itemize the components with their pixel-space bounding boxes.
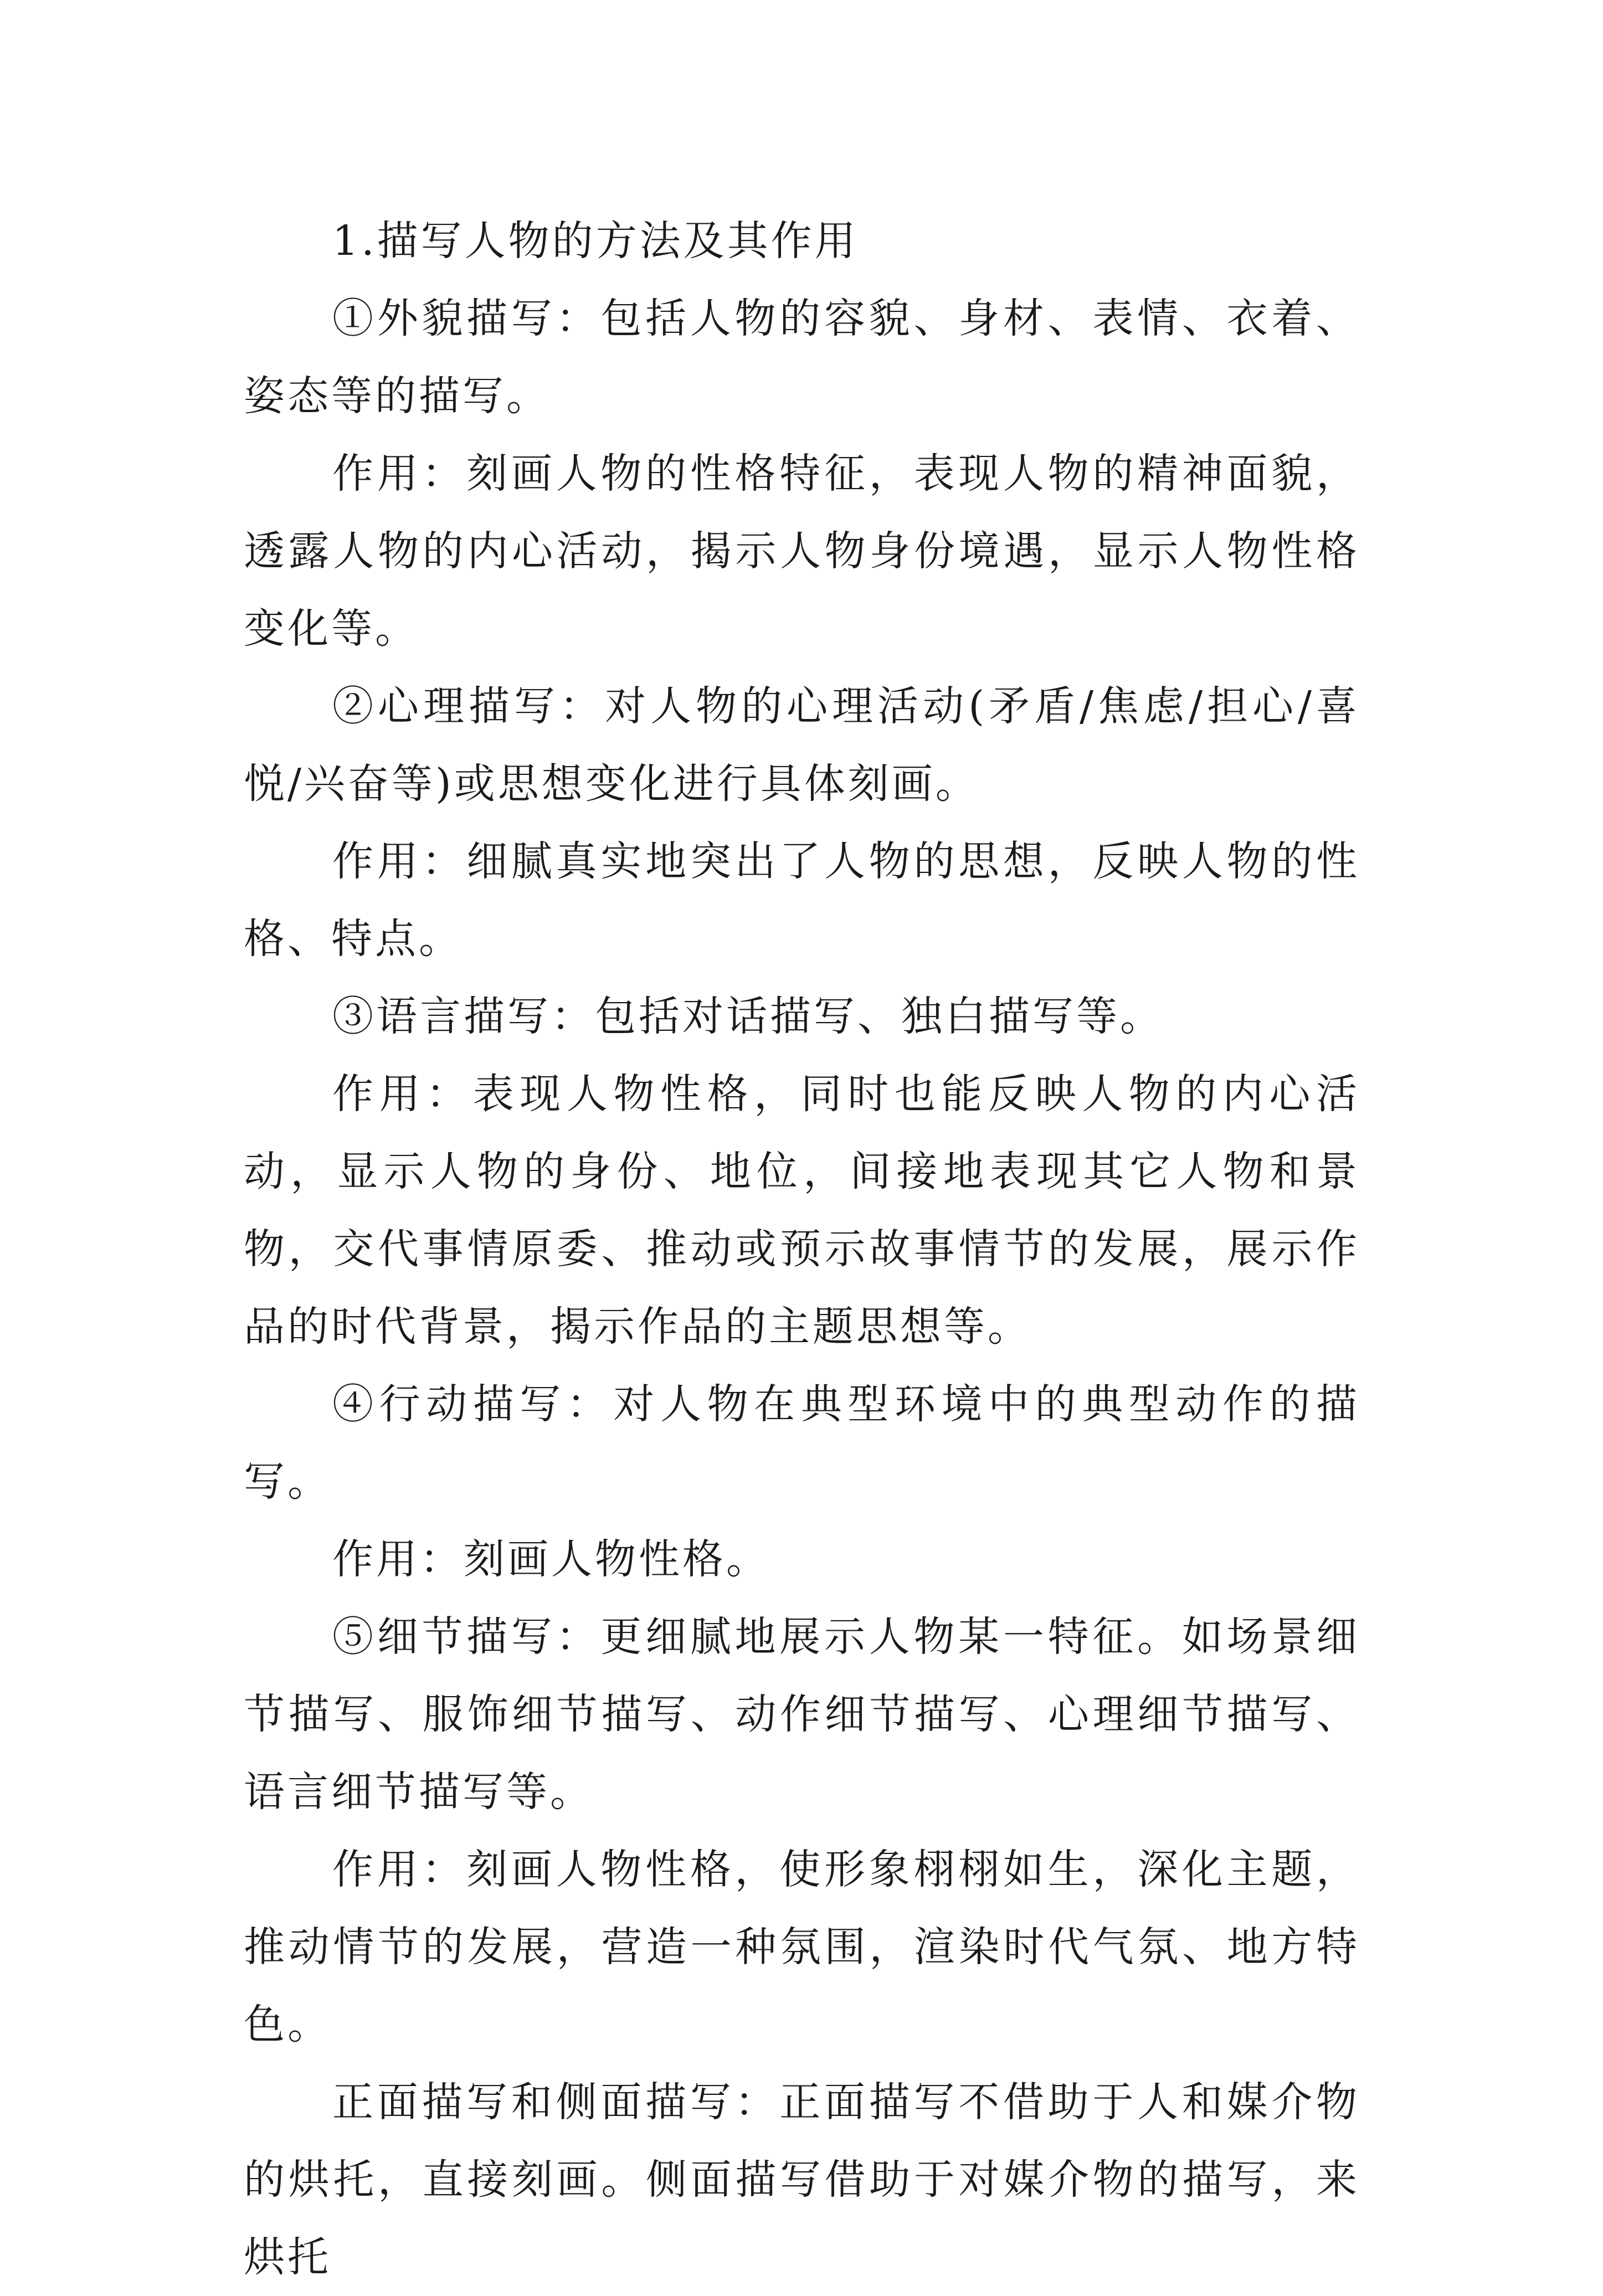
paragraph-language-effect: 作用：表现人物性格，同时也能反映人物的内心活动，显示人物的身份、地位，间接地表现其它人物和景物，交代事情原委、推动或预示故事情节的发展，展示作品的时代背景，揭示作品的主题思想等。	[244, 1070, 1360, 1350]
paragraph-direct-indirect: 正面描写和侧面描写：正面描写不借助于人和媒介物的烘托，直接刻画。侧面描写借助于对媒介物的描写，来烘托	[244, 2078, 1360, 2281]
paragraph-detail-description: ⑤细节描写：更细腻地展示人物某一特征。如场景细节描写、服饰细节描写、动作细节描写、心理细节描写、语言细节描写等。	[244, 1613, 1360, 1816]
paragraph-action-effect: 作用：刻画人物性格。	[332, 1535, 770, 1583]
paragraph-language-description: ③语言描写：包括对话描写、独白描写等。	[332, 993, 1164, 1040]
paragraph-action-description: ④行动描写：对人物在典型环境中的典型动作的描写。	[244, 1380, 1360, 1506]
document-body	[244, 202, 1360, 2296]
paragraph-appearance-description: ①外貌描写：包括人物的容貌、身材、表情、衣着、姿态等的描写。	[244, 295, 1360, 420]
paragraph-appearance-effect: 作用：刻画人物的性格特征，表现人物的精神面貌，透露人物的内心活动，揭示人物身份境遇，显示人物性格变化等。	[244, 450, 1360, 653]
paragraph-detail-effect: 作用：刻画人物性格，使形象栩栩如生，深化主题，推动情节的发展，营造一种氛围，渲染时代气氛、地方特色。	[244, 1846, 1360, 2048]
paragraph-psychological-effect: 作用：细腻真实地突出了人物的思想，反映人物的性格、特点。	[244, 838, 1360, 963]
section-heading: 1.描写人物的方法及其作用	[332, 217, 859, 265]
paragraph-psychological-description: ②心理描写：对人物的心理活动(矛盾/焦虑/担心/喜悦/兴奋等)或思想变化进行具体刻画。	[244, 682, 1360, 808]
